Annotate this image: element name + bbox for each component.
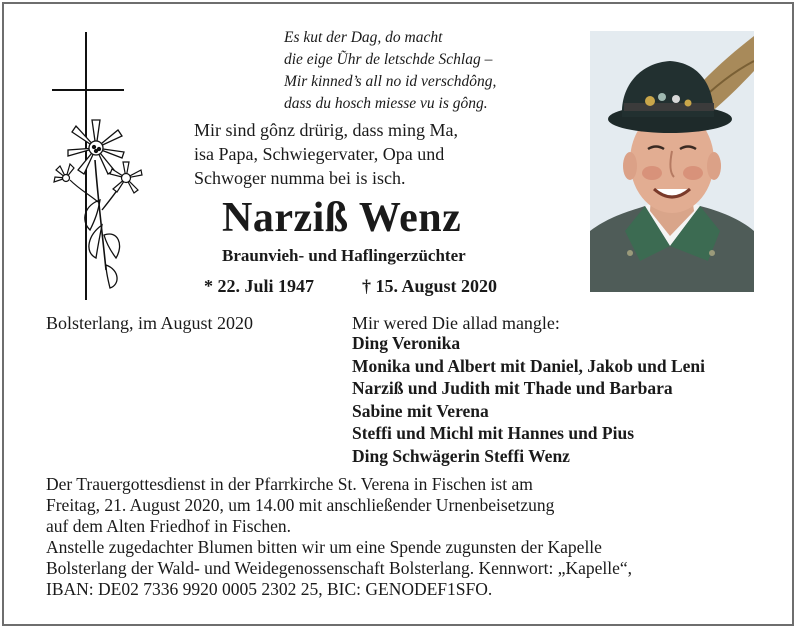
family-member: Monika und Albert mit Daniel, Jakob und Leni (352, 355, 705, 376)
notice-line: Freitag, 21. August 2020, um 14.00 mit anschließender Urnenbeisetzung (46, 495, 555, 515)
notice-line: Anstelle zugedachter Blumen bitten wir um eine Spende zugunsten der Kapelle (46, 537, 602, 557)
mourning-line: Schwoger numma bei is isch. (194, 168, 406, 188)
mourning-line: Mir sind gônz drürig, dass ming Ma, (194, 120, 458, 140)
poem-line: Es kut der Dag, do macht (284, 29, 443, 46)
funeral-notice (46, 474, 632, 600)
portrait-photo (590, 31, 754, 292)
family-list (352, 332, 705, 467)
notice-line: IBAN: DE02 7336 9920 0005 2302 25, BIC: GENODEF1SFO. (46, 579, 493, 599)
notice-line: auf dem Alten Friedhof in Fischen. (46, 516, 291, 536)
mourning-line: isa Papa, Schwiegervater, Opa und (194, 144, 445, 164)
notice-line: Bolsterlang der Wald- und Weidegenossenschaft Bolsterlang. Kennwort: „Kapelle“, (46, 558, 633, 578)
mourning-text (194, 118, 458, 190)
poem-line: Mir kinned’s all no id verschdông, (284, 73, 497, 90)
poem-line: die eige Ũhr de letschde Schlag – (284, 51, 493, 68)
poem-line: dass du hosch miesse vu is gông. (284, 95, 488, 112)
family-member: Sabine mit Verena (352, 400, 489, 421)
family-intro: Mir wered Die allad mangle: (352, 313, 560, 333)
deceased-name: Narziß Wenz (222, 195, 462, 241)
notice-line: Der Trauergottesdienst in der Pfarrkirche St. Verena in Fischen ist am (46, 474, 533, 494)
deceased-occupation: Braunvieh- und Haflingerzüchter (222, 246, 466, 265)
cross-with-edelweiss-icon (40, 30, 180, 302)
place-and-date: Bolsterlang, im August 2020 (46, 313, 253, 333)
poem (284, 27, 496, 115)
family-member: Ding Veronika (352, 333, 461, 353)
death-date: † 15. August 2020 (362, 276, 498, 296)
birth-date: * 22. Juli 1947 (204, 276, 315, 296)
family-member: Narziß und Judith mit Thade und Barbara (352, 378, 673, 398)
family-member: Steffi und Michl mit Hannes und Pius (352, 423, 634, 443)
family-member: Ding Schwägerin Steffi Wenz (352, 445, 570, 466)
